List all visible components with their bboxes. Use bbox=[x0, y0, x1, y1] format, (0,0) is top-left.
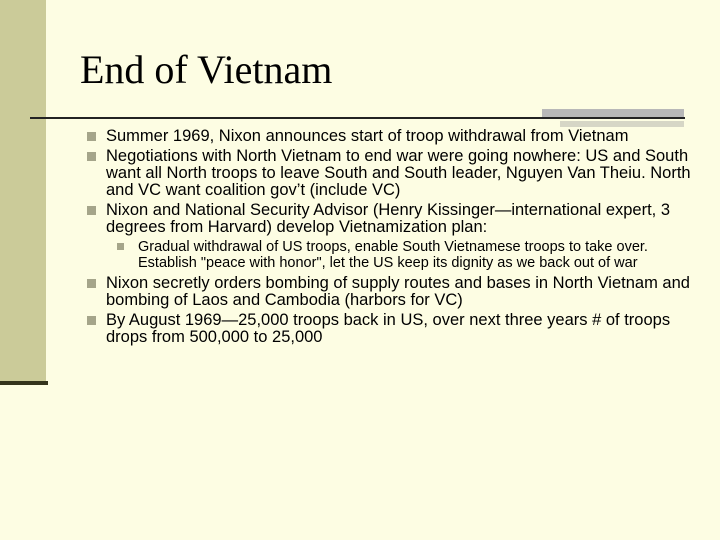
slide-body bbox=[86, 128, 706, 349]
bullet-item bbox=[86, 202, 706, 236]
bullet-text: Nixon and National Security Advisor (Henry Kissinger—international expert, 3 degrees from Harvard) develop Vietnamization plan: bbox=[106, 201, 671, 236]
bullet-item bbox=[86, 148, 706, 199]
bullet-item bbox=[86, 128, 706, 145]
square-bullet-icon bbox=[87, 279, 96, 288]
sub-bullet-text: Gradual withdrawal of US troops, enable South Vietnamese troops to take over. Establish "peace with honor", let the US keep its dignity as we back out of war bbox=[138, 239, 648, 271]
sub-bullet-item bbox=[86, 239, 706, 271]
square-bullet-icon bbox=[87, 206, 96, 215]
bullet-item bbox=[86, 312, 706, 346]
bullet-text: Summer 1969, Nixon announces start of troop withdrawal from Vietnam bbox=[106, 127, 629, 145]
sidebar-bottom-line bbox=[0, 381, 48, 385]
square-bullet-icon bbox=[117, 243, 124, 250]
bullet-text: By August 1969—25,000 troops back in US, over next three years # of troops drops from 500,000 to 25,000 bbox=[106, 311, 671, 346]
slide-title: End of Vietnam bbox=[80, 47, 333, 92]
square-bullet-icon bbox=[87, 152, 96, 161]
bullet-text: Nixon secretly orders bombing of supply routes and bases in North Vietnam and bombing of Laos and Cambodia (harbors for VC) bbox=[106, 274, 690, 309]
square-bullet-icon bbox=[87, 132, 96, 141]
bullet-text: Negotiations with North Vietnam to end war were going nowhere: US and South want all North troops to leave South and South leader, Nguyen Van Theiu. North and VC want coalition gov’t (include VC) bbox=[106, 147, 691, 199]
accent-block bbox=[542, 109, 684, 117]
square-bullet-icon bbox=[87, 316, 96, 325]
title-divider bbox=[30, 117, 685, 119]
bullet-item bbox=[86, 275, 706, 309]
sidebar-decoration bbox=[0, 0, 46, 382]
